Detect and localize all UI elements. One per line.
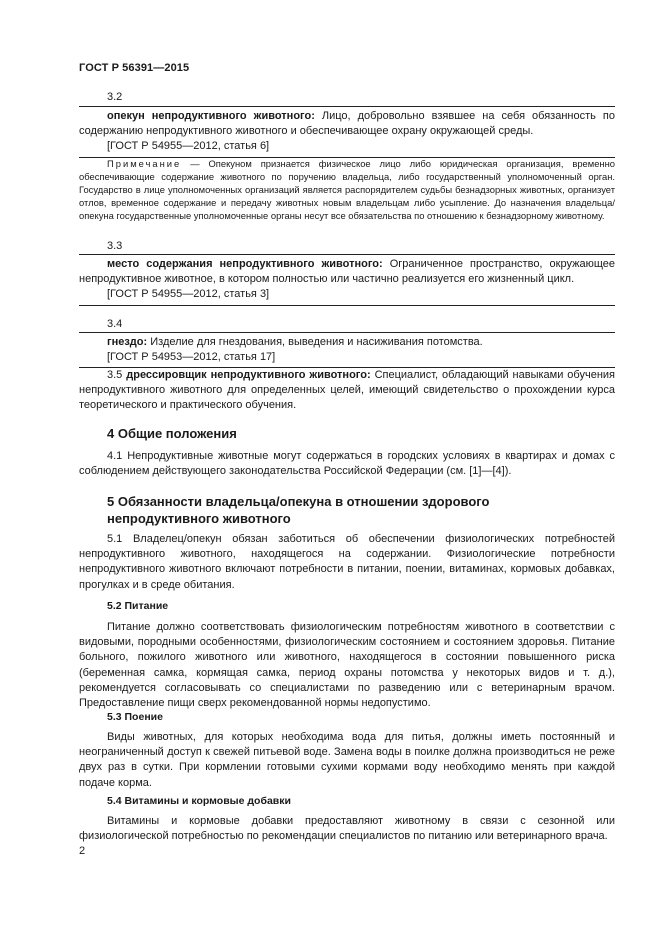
term-ref-3-4: [ГОСТ Р 54953—2012, статья 17] <box>107 351 276 364</box>
term-name-3-3: место содержания непродуктивного животного: <box>107 258 383 270</box>
term-text-3-5: Специалист, обладающий навыками обучения непродуктивного животного для определенных целей, имеющий свидетельство о прохождении курса теоретического и практического обучения. <box>79 369 616 412</box>
paragraph-5-1: 5.1 Владелец/опекун обязан заботиться об обеспечении физиологических потребностей непродуктивного животного, находящегося на содержании. Физиологические потребности непродуктивного животного включают потребности в питании, поении, витаминах, кормовых добавках, прогулках и в среде обитания. <box>79 533 615 591</box>
term-text-3-2: Лицо, добровольно взявшее на себя обязанность по содержанию непродуктивного животного и обеспечивающее охрану окружающей среды. <box>79 110 615 138</box>
paragraph-4-1: 4.1 Непродуктивные животные могут содержаться в городских условиях в квартирах и домах с соблюдением действующего законодательства Российской Федерации (см. [1]—[4]). <box>79 450 615 478</box>
term-ref-3-2: [ГОСТ Р 54955—2012, статья 6] <box>107 140 270 153</box>
term-definition-3-2 <box>79 109 615 139</box>
section-5-title-line-2: непродуктивного животного <box>107 511 291 526</box>
document-code-header: ГОСТ Р 56391—2015 <box>79 62 190 74</box>
term-box-3-2 <box>79 106 615 158</box>
term-box-3-3 <box>79 254 615 306</box>
subsection-5-3-title: 5.3 Поение <box>107 711 163 723</box>
term-number-3-5: 3.5 <box>107 369 123 381</box>
term-definition-3-3 <box>79 257 615 287</box>
paragraph-5-3: Виды животных, для которых необходима вода для питья, должны иметь постоянный и неограниченный доступ к свежей питьевой воде. Замена воды в поилке должна производиться не реже двух раз в сутки. При кормлении готовыми сухими кормами воду необходимо менять при каждой подаче корма. <box>79 731 615 789</box>
term-text-3-3: Ограниченное пространство, окружающее непродуктивное животное, в котором полностью или частично реализуется его жизненный цикл. <box>79 258 615 286</box>
subsection-5-2-title: 5.2 Питание <box>107 600 169 612</box>
note-3-2 <box>79 157 615 222</box>
note-label: Примечание <box>107 158 182 169</box>
paragraph-5-2: Питание должно соответствовать физиологическим потребностям животного в соответствии с видовыми, породными особенностями, физиологическим состоянием и состоянием здоровья. Питание больного, пожилого животного или животного, находящегося в состоянии повышенного риска (беременная самка, кормящая самка, период охраны потомства у некоторых видов и т. д.), рекомендуется согласовывать со специалистами по разведению или с ветеринарным врачом. Предоставление пищи сверх рекомендованной нормы недопустимо. <box>79 621 615 710</box>
section-4-title: 4 Общие положения <box>107 426 237 441</box>
term-box-3-4 <box>79 332 615 368</box>
term-number-3-2: 3.2 <box>107 91 123 103</box>
page-number: 2 <box>79 845 86 857</box>
term-name-3-2: опекун непродуктивного животного: <box>107 110 315 122</box>
subsection-5-4-title: 5.4 Витамины и кормовые добавки <box>107 795 291 807</box>
note-text: — Опекуном признается физическое лицо либо юридическая организация, временно обеспечивающие содержание животного по поручению владельца, либо государственный уполномоченный орган. Государство в лице уполномоченных организаций является распорядителем судьбы безнадзорных животных, организует отлов, временное содержание и передачу животных новым владельцам либо усыпление. До назначения владельца/опекуна государственные уполномоченные органы несут все обязательства по отношению к безнадзорному животному. <box>79 158 615 222</box>
term-number-3-3: 3.3 <box>107 240 123 252</box>
term-name-3-5: дрессировщик непродуктивного животного: <box>126 369 371 381</box>
term-definition-3-4 <box>79 335 615 350</box>
term-3-5 <box>79 368 615 414</box>
term-number-3-4: 3.4 <box>107 318 123 330</box>
term-name-3-4: гнездо: <box>107 336 148 348</box>
term-text-3-4: Изделие для гнездования, выведения и насиживания потомства. <box>147 336 483 348</box>
section-5-title-line-1: 5 Обязанности владельца/опекуна в отношении здорового <box>107 494 490 509</box>
section-5-title <box>107 493 489 527</box>
paragraph-5-4: Витамины и кормовые добавки предоставляют животному в связи с сезонной или физиологической потребностью по рекомендации специалистов по питанию или ветеринарного врача. <box>79 815 615 843</box>
term-ref-3-3: [ГОСТ Р 54955—2012, статья 3] <box>107 288 270 301</box>
